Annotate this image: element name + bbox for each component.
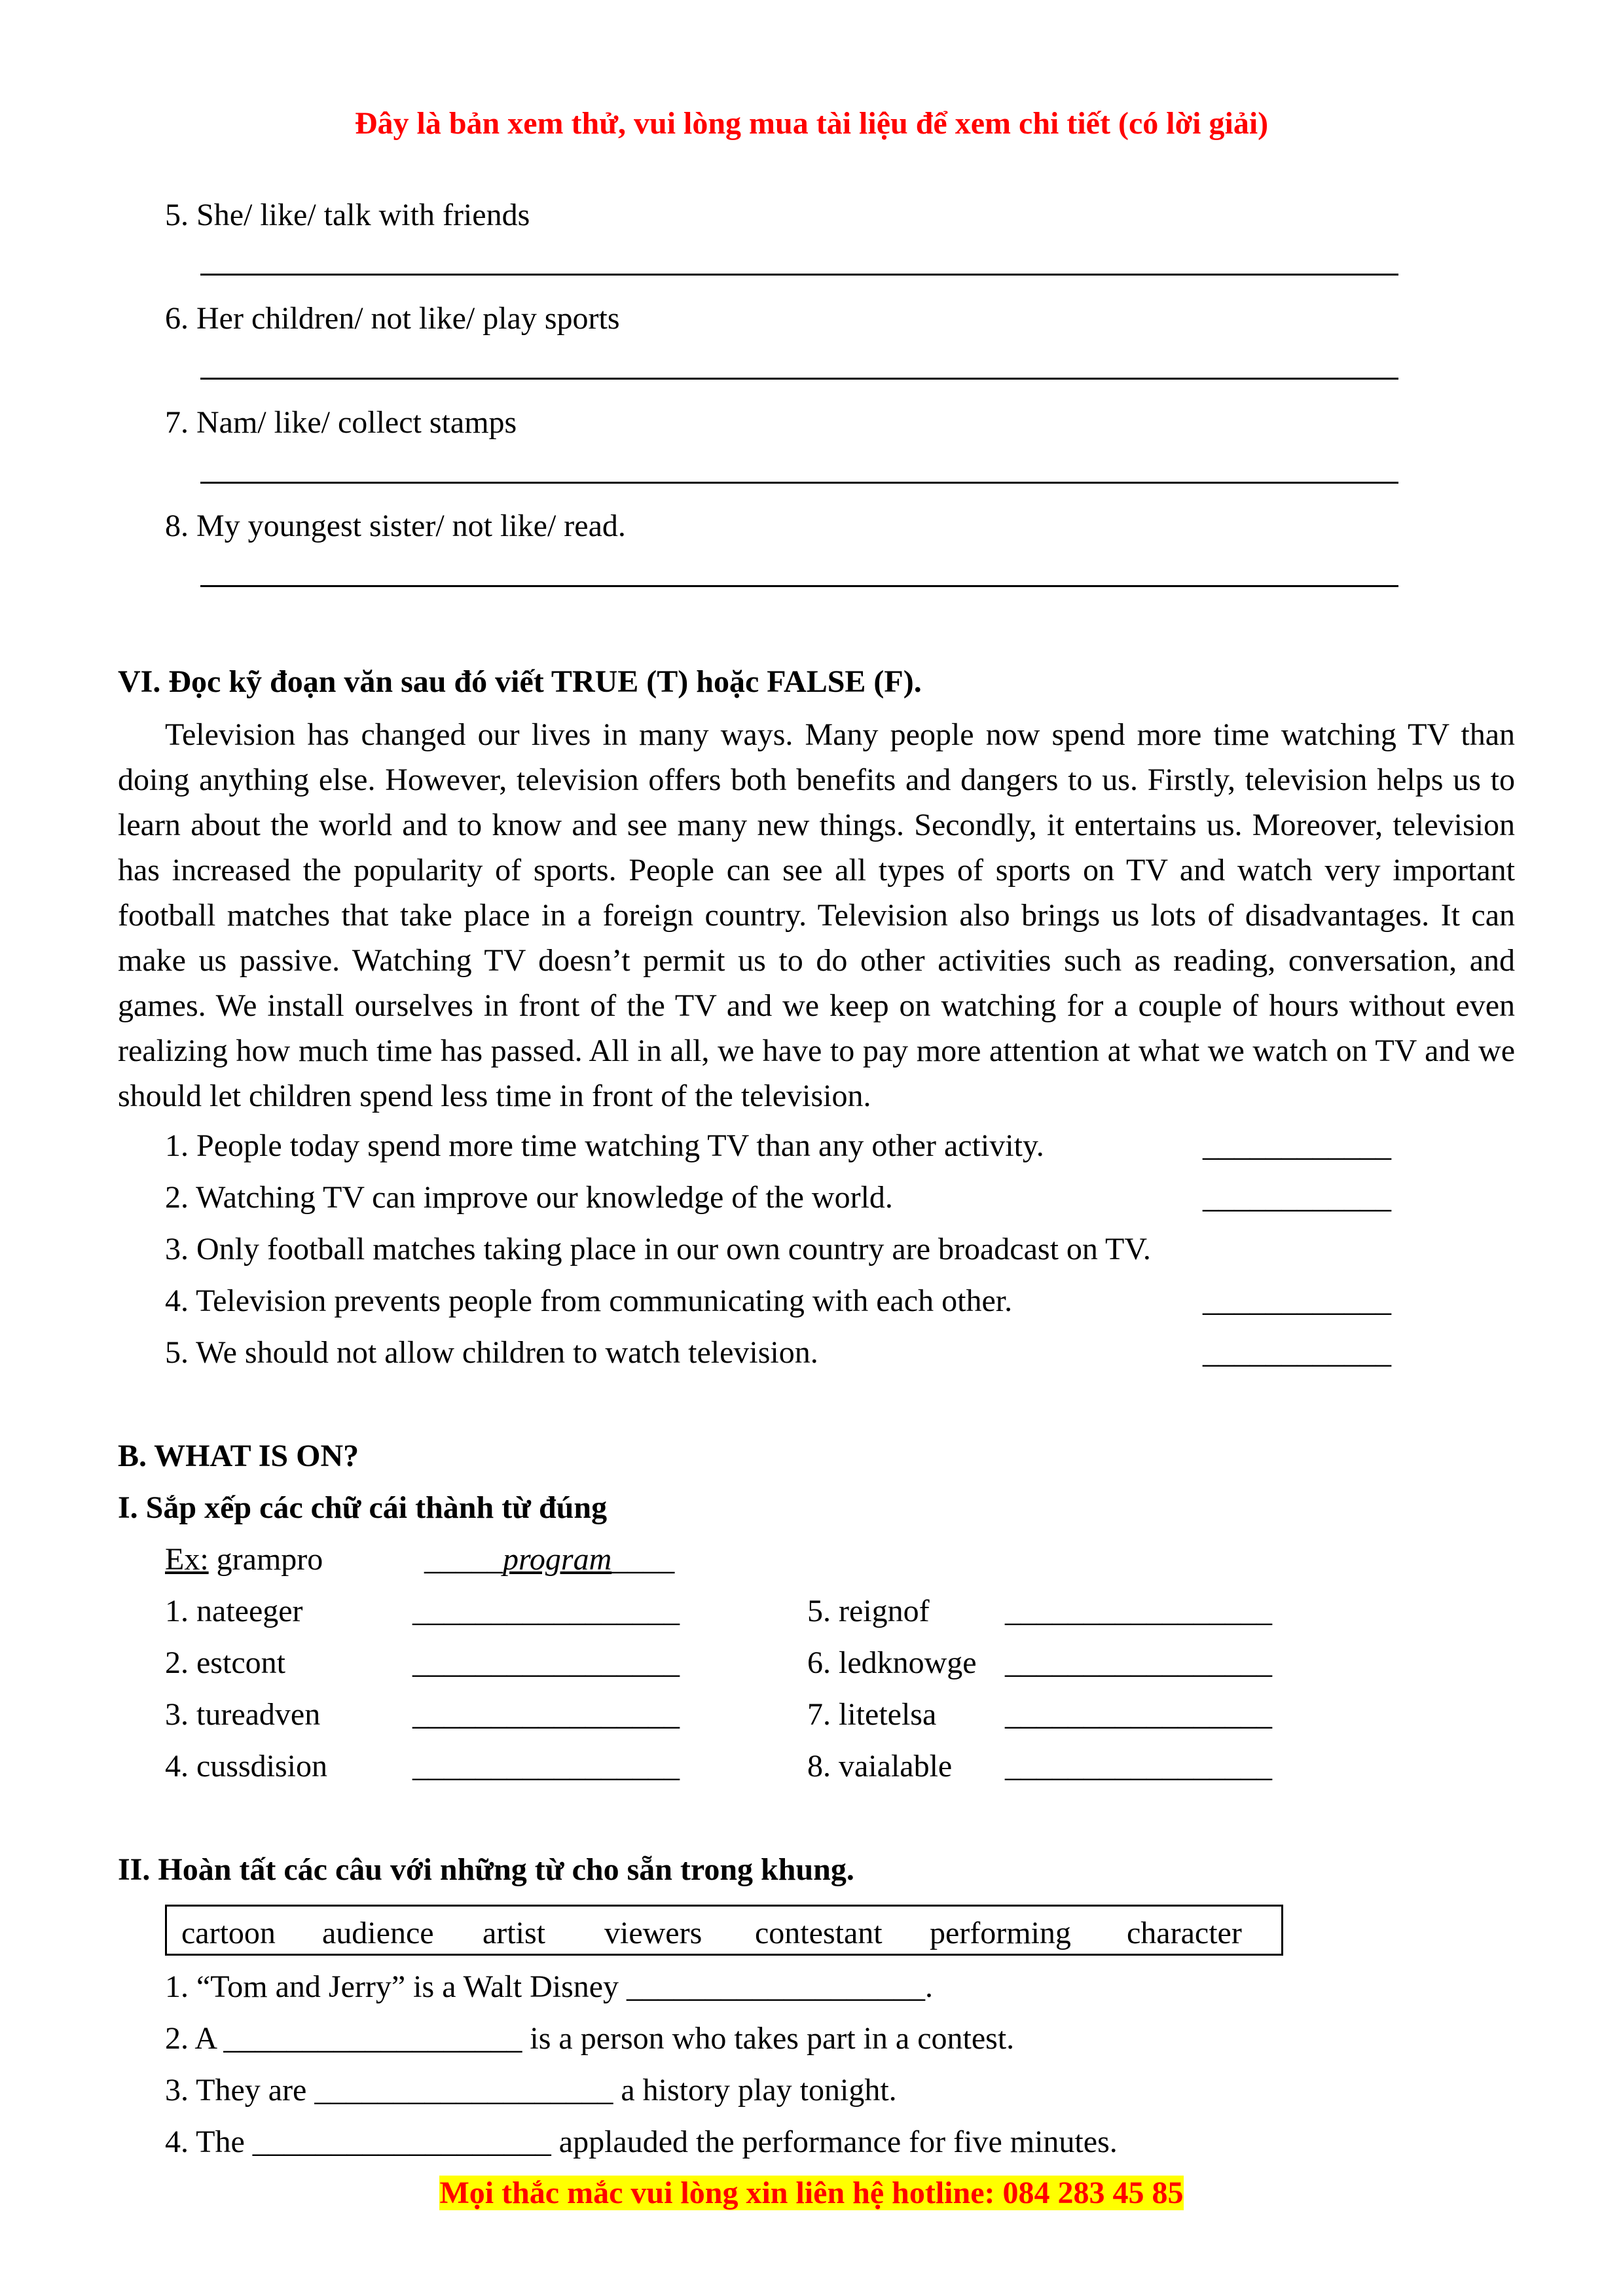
- sentence-text: .: [925, 1969, 934, 2004]
- sentence-prompt: 6. Her children/ not like/ play sports: [165, 301, 620, 336]
- word-box-item: artist: [483, 1916, 545, 1950]
- sentence-text: 1. “Tom and Jerry” is a Walt Disney: [165, 1969, 627, 2004]
- statement: 2. Watching TV can improve our knowledge of the world.: [165, 1180, 893, 1215]
- sentence-text: 3. They are: [165, 2073, 315, 2108]
- example-label: Ex:: [165, 1542, 209, 1577]
- sentence-text: 4. The: [165, 2125, 253, 2159]
- scrambled-word: 6. ledknowge: [807, 1645, 977, 1680]
- scrambled-word: 7. litetelsa: [807, 1697, 937, 1732]
- scrambled-word: 4. cussdision: [165, 1749, 328, 1784]
- hotline-banner: Mọi thắc mắc vui lòng xin liên hệ hotline: 084 283 45 85: [439, 2176, 1184, 2210]
- sentence-text: is a person who takes part in a contest.: [522, 2021, 1015, 2056]
- answer-blank: _________________: [1005, 1594, 1272, 1628]
- word-box-item: viewers: [604, 1916, 702, 1950]
- sentence-prompt: 7. Nam/ like/ collect stamps: [165, 405, 517, 440]
- example-blank-pre: _____: [424, 1542, 503, 1577]
- section-vi-title: VI. Đọc kỹ đoạn văn sau đó viết TRUE (T) hoặc FALSE (F).: [118, 664, 922, 699]
- answer-line: [200, 378, 1398, 380]
- answer-blank: ____________: [1203, 1283, 1391, 1318]
- answer-blank: _________________: [412, 1594, 680, 1628]
- answer-blank: ____________: [1203, 1180, 1391, 1215]
- answer-blank: ___________________: [314, 2073, 613, 2108]
- reading-passage: Television has changed our lives in many ways. Many people now spend more time watching TV than doing anything else. However, television offers both benefits and dangers to us. Firstly, television helps us to learn about the world and to know and see many new things. Secondly, it entertains us. Moreover, television has increased the popularity of sports. People can see all types of sports on TV and watch very important football matches that take place in a foreign country. Television also brings us lots of disadvantages. It can make us passive. Watching TV doesn’t permit us to do other activities such as reading, conversation, and games. We install ourselves in front of the TV and we keep on watching for a couple of hours without even realizing how much time has passed. All in all, we have to pay more attention at what we watch on TV and we should let children spend less time in front of the television.: [118, 717, 1515, 1113]
- word-box-item: audience: [322, 1916, 434, 1950]
- example-blank-post: ____: [611, 1542, 675, 1577]
- answer-blank: ___________________: [252, 2125, 551, 2159]
- answer-blank: _________________: [412, 1645, 680, 1680]
- example-answer-line: [424, 1541, 674, 1579]
- statement: 1. People today spend more time watching TV than any other activity.: [165, 1128, 1044, 1163]
- section-b-title: B. WHAT IS ON?: [118, 1439, 359, 1473]
- answer-blank: _________________: [412, 1697, 680, 1732]
- sentence-text: a history play tonight.: [613, 2073, 897, 2108]
- example-word: grampro: [216, 1542, 323, 1577]
- sentence-prompt: 5. She/ like/ talk with friends: [165, 198, 530, 232]
- sentence-prompt: 8. My youngest sister/ not like/ read.: [165, 509, 626, 543]
- word-box-item: cartoon: [181, 1916, 276, 1950]
- sentence-text: applauded the performance for five minutes.: [551, 2125, 1118, 2159]
- answer-blank: _________________: [1005, 1645, 1272, 1680]
- scrambled-word: 8. vaialable: [807, 1749, 953, 1784]
- statement: 3. Only football matches taking place in our own country are broadcast on TV.: [165, 1232, 1151, 1266]
- statement: 4. Television prevents people from communicating with each other.: [165, 1283, 1013, 1318]
- scrambled-word: 1. nateeger: [165, 1594, 303, 1628]
- answer-blank: ____________: [1203, 1128, 1391, 1163]
- scrambled-word: 3. tureadven: [165, 1697, 321, 1732]
- answer-blank: ___________________: [223, 2021, 522, 2056]
- answer-blank: _________________: [412, 1749, 680, 1784]
- answer-line: [200, 482, 1398, 484]
- word-box-item: contestant: [755, 1916, 883, 1950]
- answer-line: [200, 274, 1398, 276]
- scrambled-word: 5. reignof: [807, 1594, 930, 1628]
- footer-banner-wrap: [0, 2174, 1623, 2212]
- sentence-text: 2. A: [165, 2021, 224, 2056]
- statement: 5. We should not allow children to watch television.: [165, 1335, 818, 1370]
- part-1-title: I. Sắp xếp các chữ cái thành từ đúng: [118, 1490, 608, 1525]
- scrambled-word: 2. estcont: [165, 1645, 285, 1680]
- fill-sentence: [165, 2123, 1118, 2161]
- part-2-title: II. Hoàn tất các câu với những từ cho sẵn trong khung.: [118, 1852, 854, 1887]
- answer-blank: ____________: [1203, 1335, 1391, 1370]
- preview-banner: Đây là bản xem thử, vui lòng mua tài liệu để xem chi tiết (có lời giải): [354, 106, 1269, 141]
- answer-blank: ___________________: [627, 1969, 926, 2004]
- example-row: [165, 1541, 323, 1579]
- word-box: [165, 1905, 1283, 1956]
- answer-blank: _________________: [1005, 1697, 1272, 1732]
- answer-line: [200, 585, 1398, 587]
- word-box-item: performing: [930, 1916, 1071, 1950]
- fill-sentence: [165, 1968, 933, 2006]
- fill-sentence: [165, 2020, 1014, 2058]
- example-answer: program: [503, 1542, 612, 1577]
- fill-sentence: [165, 2072, 897, 2109]
- answer-blank: _________________: [1005, 1749, 1272, 1784]
- word-box-item: character: [1127, 1916, 1242, 1950]
